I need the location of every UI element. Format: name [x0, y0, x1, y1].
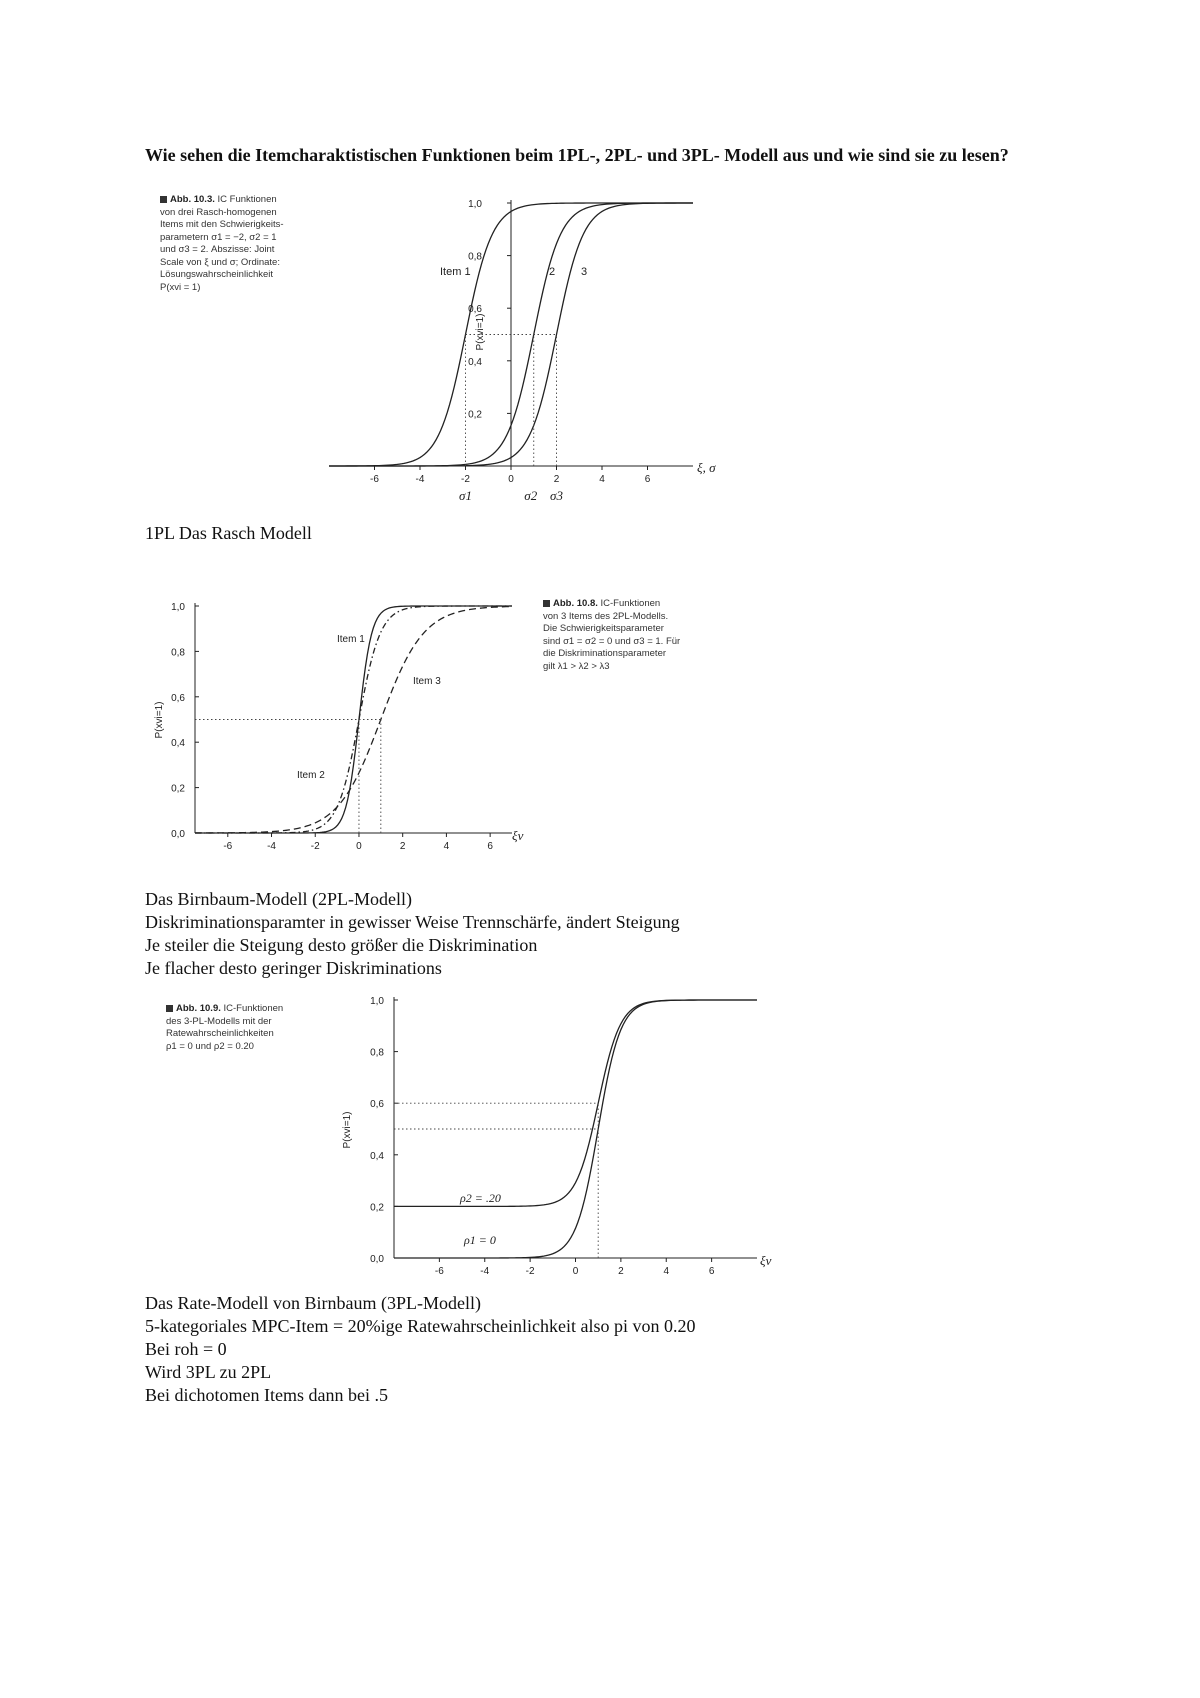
- section3-line: Bei dichotomen Items dann bei .5: [145, 1385, 388, 1405]
- x-tick-label: 6: [644, 474, 651, 485]
- figure2-caption-line: Die Schwierigkeitsparameter: [543, 623, 664, 634]
- series-label: ρ1 = 0: [464, 1233, 496, 1247]
- x-tick-label: -2: [461, 474, 470, 485]
- x-tick-label: 6: [708, 1266, 715, 1277]
- figure2-caption-line: sind σ1 = σ2 = 0 und σ3 = 1. Für: [543, 635, 681, 647]
- x-tick-label: -6: [434, 1266, 444, 1277]
- y-tick-label: 0,0: [370, 1254, 384, 1265]
- x-tick-label: 0: [356, 841, 362, 852]
- y-tick-label: 0,6: [171, 692, 185, 704]
- figure1-caption: [160, 194, 305, 294]
- section2-line: Je flacher desto geringer Diskriminations: [145, 958, 442, 978]
- figure1-caption-line: und σ3 = 2. Abszisse: Joint: [160, 244, 275, 255]
- section2-line: Je steiler die Steigung desto größer die Diskrimination: [145, 935, 538, 955]
- y-tick-label: 0,0: [171, 829, 185, 840]
- series-label: 3: [581, 266, 588, 278]
- figure2-caption-label: Abb. 10.8.: [553, 598, 598, 609]
- sigma-label: σ1: [459, 488, 472, 503]
- twopl-chart: [140, 592, 530, 862]
- figure1-caption-line: von drei Rasch-homogenen: [160, 206, 277, 218]
- x-tick-label: 2: [553, 474, 560, 485]
- x-tick-label: -6: [223, 841, 233, 852]
- caption-marker-icon: [160, 196, 167, 203]
- y-axis-label: P(xvi=1): [475, 313, 486, 351]
- section3-line: Das Rate-Modell von Birnbaum (3PL-Modell): [145, 1293, 481, 1313]
- x-tick-label: 4: [443, 841, 450, 852]
- caption-marker-icon: [166, 1005, 173, 1012]
- figure3-caption-line: Ratewahrscheinlichkeiten: [166, 1028, 274, 1039]
- x-tick-label: -2: [525, 1266, 535, 1277]
- y-tick-label: 1,0: [468, 199, 482, 210]
- caption-marker-icon: [543, 600, 550, 607]
- sigma-label: σ2: [524, 488, 538, 503]
- x-tick-label: 0: [508, 474, 514, 485]
- x-tick-label: 2: [399, 841, 406, 852]
- x-tick-label: 4: [599, 474, 605, 485]
- y-tick-label: 0,2: [370, 1202, 384, 1214]
- y-tick-label: 0,4: [171, 738, 185, 750]
- y-tick-label: 0,4: [468, 356, 482, 368]
- section3-line: 5-kategoriales MPC-Item = 20%ige Ratewahrscheinlichkeit also pi von 0.20: [145, 1316, 696, 1336]
- figure2-caption: [543, 598, 693, 673]
- series-label: Item 1: [337, 634, 365, 645]
- x-tick-label: -4: [267, 841, 276, 852]
- y-tick-label: 0,8: [370, 1047, 384, 1059]
- series-label: ρ2 = .20: [460, 1191, 501, 1205]
- series-label: Item 3: [413, 676, 441, 687]
- figure1-caption-line: Items mit den Schwierigkeits-: [160, 219, 284, 230]
- figure1-caption-line: Lösungswahrscheinlichkeit: [160, 269, 274, 280]
- section1-label: 1PL Das Rasch Modell: [145, 523, 312, 543]
- series-label: Item 1: [440, 266, 471, 278]
- x-tick-label: -6: [370, 474, 379, 485]
- section3-line: Bei roh = 0: [145, 1339, 227, 1359]
- y-tick-label: 0,8: [468, 251, 482, 263]
- figure2-caption-line: von 3 Items des 2PL-Modells.: [543, 610, 669, 622]
- x-tick-label: -4: [480, 1266, 490, 1277]
- series-label: Item 2: [297, 770, 325, 781]
- figure2-caption-line: gilt λ1 > λ2 > λ3: [543, 660, 610, 672]
- figure1-caption-label: Abb. 10.3.: [170, 194, 215, 205]
- y-tick-label: 0,4: [370, 1150, 384, 1162]
- y-axis-label: P(xvi=1): [154, 701, 165, 739]
- figure3-caption: [166, 1003, 316, 1053]
- y-tick-label: 0,6: [468, 304, 482, 316]
- figure3-caption-label: Abb. 10.9.: [176, 1003, 221, 1014]
- threepl-chart: [340, 990, 770, 1280]
- page-heading: Wie sehen die Itemcharaktistischen Funktionen beim 1PL-, 2PL- und 3PL- Modell aus und wie sind sie zu lesen?: [145, 145, 1009, 165]
- figure1-caption-line: parametern σ1 = −2, σ2 = 1: [160, 231, 277, 243]
- section3-line: Wird 3PL zu 2PL: [145, 1362, 272, 1382]
- figure3-caption-line: des 3-PL-Modells mit der: [166, 1015, 272, 1027]
- y-tick-label: 0,6: [370, 1099, 384, 1111]
- figure2-caption-line: IC-Funktionen: [600, 598, 661, 609]
- x-tick-label: 4: [663, 1266, 670, 1277]
- y-tick-label: 1,0: [370, 996, 384, 1007]
- section2-line: Das Birnbaum-Modell (2PL-Modell): [145, 889, 412, 909]
- y-axis-label: P(xvi=1): [342, 1111, 353, 1149]
- series-label: 2: [549, 266, 556, 278]
- y-tick-label: 0,8: [171, 647, 185, 659]
- y-tick-label: 1,0: [171, 602, 185, 613]
- x-axis-label: ξv: [760, 1253, 772, 1268]
- x-tick-label: 0: [572, 1266, 579, 1277]
- figure1-caption-line: IC Funktionen: [217, 194, 277, 205]
- x-tick-label: 6: [487, 841, 493, 852]
- y-tick-label: 0,2: [468, 409, 482, 421]
- x-tick-label: 2: [618, 1266, 624, 1277]
- figure3-caption-line: ρ1 = 0 und ρ2 = 0.20: [166, 1040, 254, 1052]
- x-tick-label: -2: [310, 841, 320, 852]
- figure2-caption-line: die Diskriminationsparameter: [543, 648, 667, 659]
- x-axis-label: ξ, σ: [697, 460, 716, 475]
- sigma-label: σ3: [550, 488, 563, 503]
- x-axis-label: ξv: [512, 828, 524, 843]
- section2-line: Diskriminationsparamter in gewisser Weise Trennschärfe, ändert Steigung: [145, 912, 680, 932]
- y-tick-label: 0,2: [171, 783, 185, 795]
- rasch-chart: [320, 190, 740, 520]
- figure3-caption-line: IC-Funktionen: [223, 1003, 284, 1014]
- figure1-caption-line: Scale von ξ und σ; Ordinate:: [160, 256, 280, 268]
- figure1-caption-line: P(xvi = 1): [160, 281, 201, 293]
- x-tick-label: -4: [415, 474, 425, 485]
